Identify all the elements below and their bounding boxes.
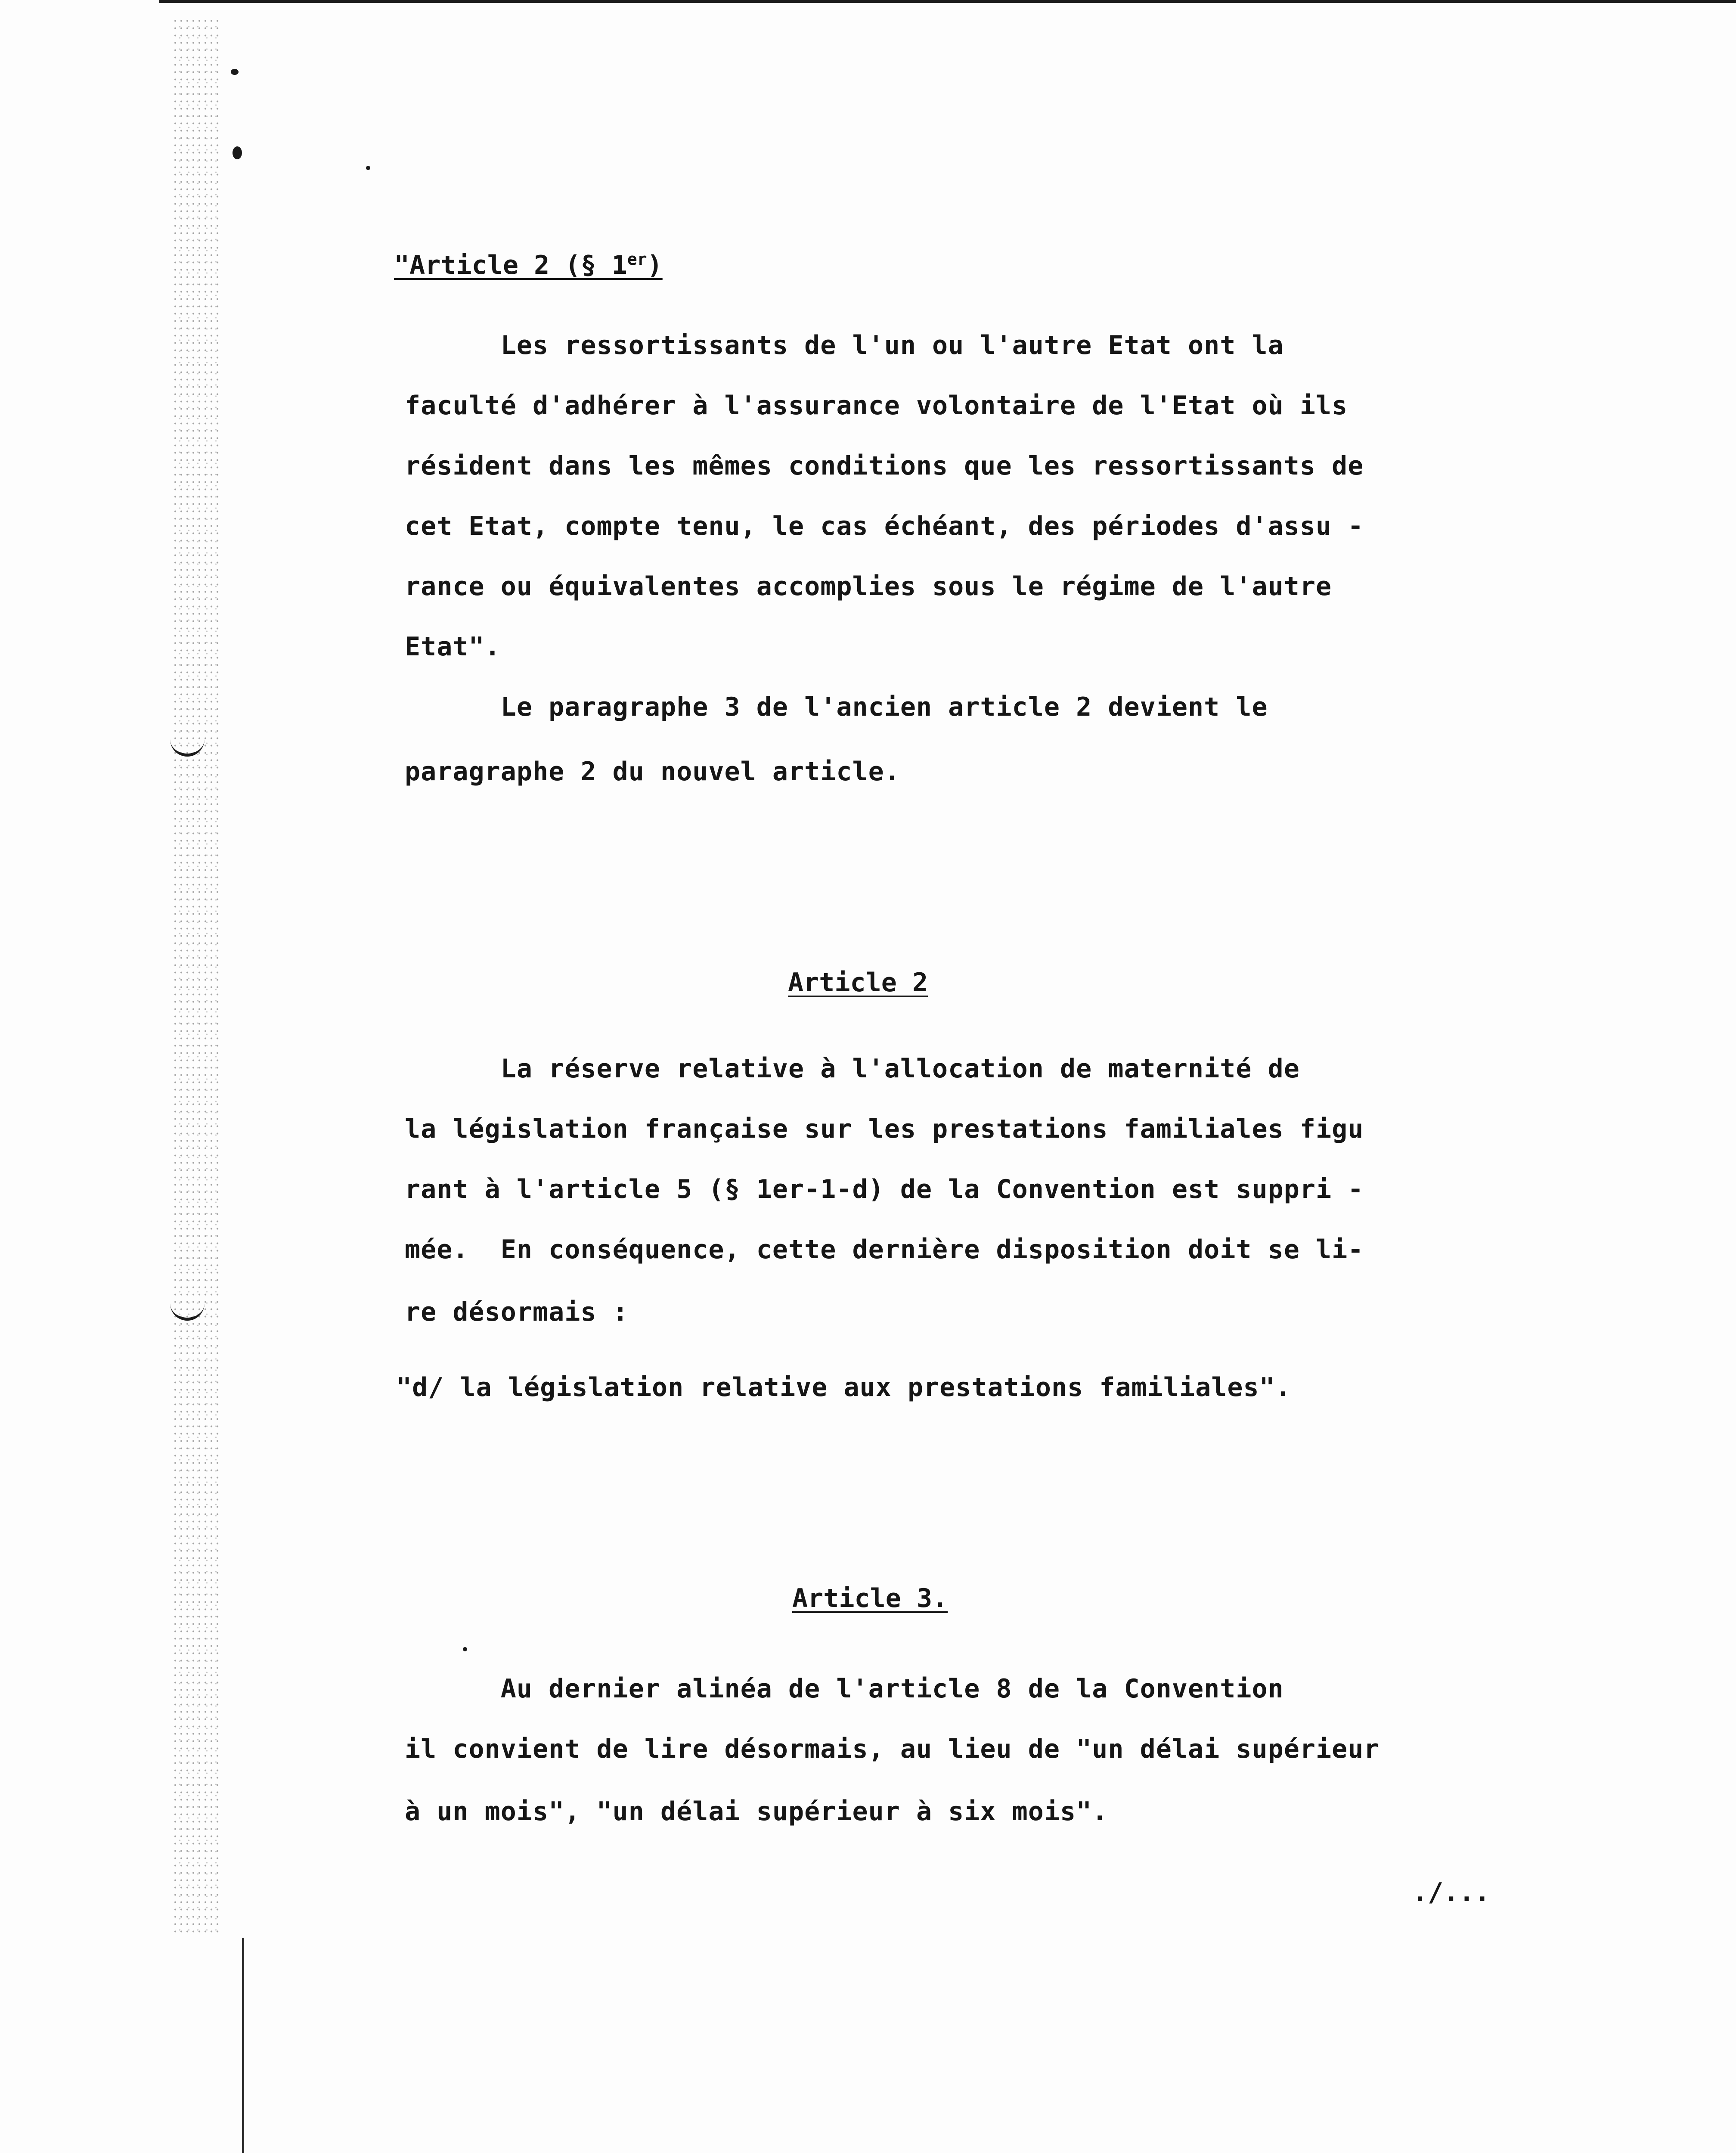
heading-article-2: Article 2 — [788, 968, 928, 998]
top-edge-rule — [159, 0, 1736, 3]
left-margin-rule — [242, 1938, 244, 2153]
paragraph-2-line: Le paragraphe 3 de l'ancien article 2 devient le — [405, 692, 1268, 722]
paragraph-4-line: "d/ la législation relative aux prestations familiales". — [396, 1372, 1291, 1402]
ink-speck — [232, 146, 242, 159]
paragraph-5-line: à un mois", "un délai supérieur à six mois". — [405, 1796, 1108, 1827]
paragraph-1-line: rance ou équivalentes accomplies sous le régime de l'autre — [405, 571, 1332, 602]
paragraph-3-line: rant à l'article 5 (§ 1er-1-d) de la Convention est suppri - — [405, 1174, 1364, 1204]
paragraph-1-line: faculté d'adhérer à l'assurance volontaire de l'Etat où ils — [405, 391, 1348, 421]
paragraph-3-line: La réserve relative à l'allocation de maternité de — [405, 1054, 1300, 1084]
scan-edge-noise — [172, 17, 220, 1933]
paragraph-2-line: paragraphe 2 du nouvel article. — [405, 757, 900, 787]
paragraph-5-line: il convient de lire désormais, au lieu de "un délai supérieur — [405, 1734, 1380, 1764]
paragraph-1-line: cet Etat, compte tenu, le cas échéant, des périodes d'assu - — [405, 511, 1364, 541]
paragraph-1-line: résident dans les mêmes conditions que les ressortissants de — [405, 451, 1364, 481]
paragraph-1-line: Etat". — [405, 632, 501, 662]
heading-article-3: Article 3. — [792, 1583, 948, 1613]
heading-article-2-paragraph-1: "Article 2 (§ 1er) — [394, 250, 663, 280]
ink-speck — [231, 69, 239, 75]
paragraph-3-line: re désormais : — [405, 1297, 629, 1327]
paragraph-3-line: la législation française sur les prestations familiales figu — [405, 1114, 1364, 1144]
paragraph-3-line: mée. En conséquence, cette dernière disposition doit se li- — [405, 1235, 1364, 1265]
paragraph-1-line: Les ressortissants de l'un ou l'autre Etat ont la — [405, 330, 1284, 360]
page-continuation-mark: ./... — [1412, 1877, 1490, 1908]
ink-speck — [463, 1647, 467, 1651]
paragraph-5-line: Au dernier alinéa de l'article 8 de la Convention — [405, 1674, 1284, 1704]
ink-speck — [366, 166, 370, 170]
